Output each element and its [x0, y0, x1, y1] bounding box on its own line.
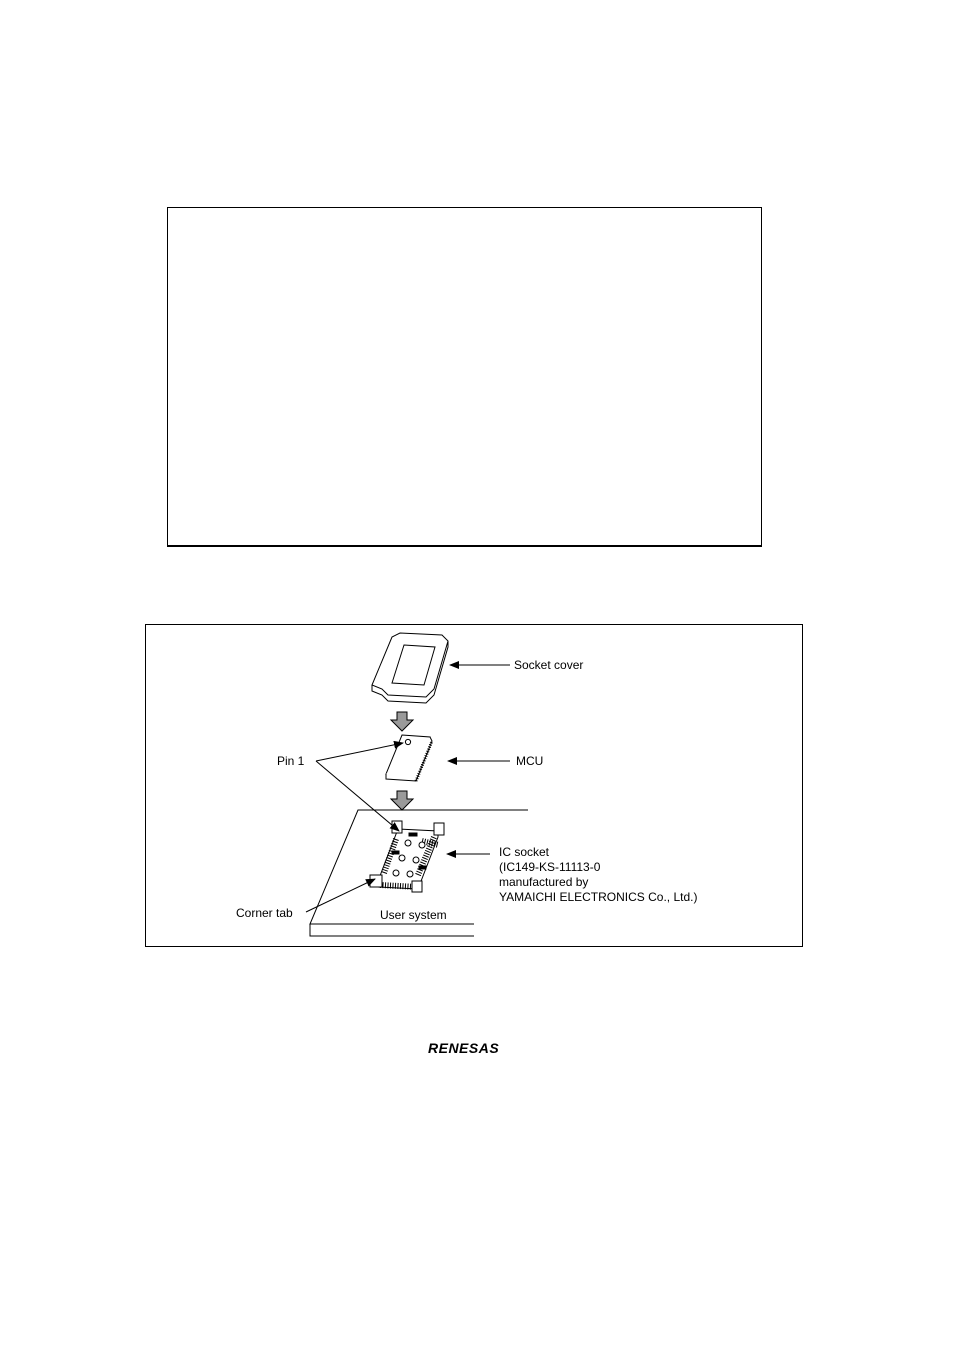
socket-cover-drawing — [372, 633, 448, 703]
mcu-chip-drawing — [386, 735, 432, 781]
pin1-arrow-mcu — [316, 743, 403, 761]
corner-tab-label: Corner tab — [236, 906, 293, 920]
socket-cover-label: Socket cover — [514, 658, 584, 672]
renesas-logo-text: RENESAS — [428, 1040, 500, 1056]
renesas-logo-mark — [425, 1038, 525, 1058]
down-arrow-icon — [391, 712, 413, 731]
blank-framed-area — [167, 207, 762, 547]
down-arrow-icon — [391, 791, 413, 810]
ic-socket-label: IC socket — [499, 845, 550, 859]
corner-tab-arrow — [306, 879, 375, 912]
figure-drawing — [146, 625, 802, 946]
pin1-label: Pin 1 — [277, 754, 305, 768]
renesas-logo — [425, 1038, 525, 1058]
mcu-label: MCU — [516, 754, 544, 768]
ic-socket-mounting-figure — [145, 624, 803, 947]
ic-socket-manufacturer: YAMAICHI ELECTRONICS Co., Ltd.) — [499, 890, 698, 904]
ic-socket-part-number: (IC149-KS-11113-0 — [499, 860, 601, 874]
user-system-label: User system — [380, 908, 447, 922]
ic-socket-manufactured-by: manufactured by — [499, 875, 589, 889]
ic-socket-drawing — [370, 821, 444, 892]
